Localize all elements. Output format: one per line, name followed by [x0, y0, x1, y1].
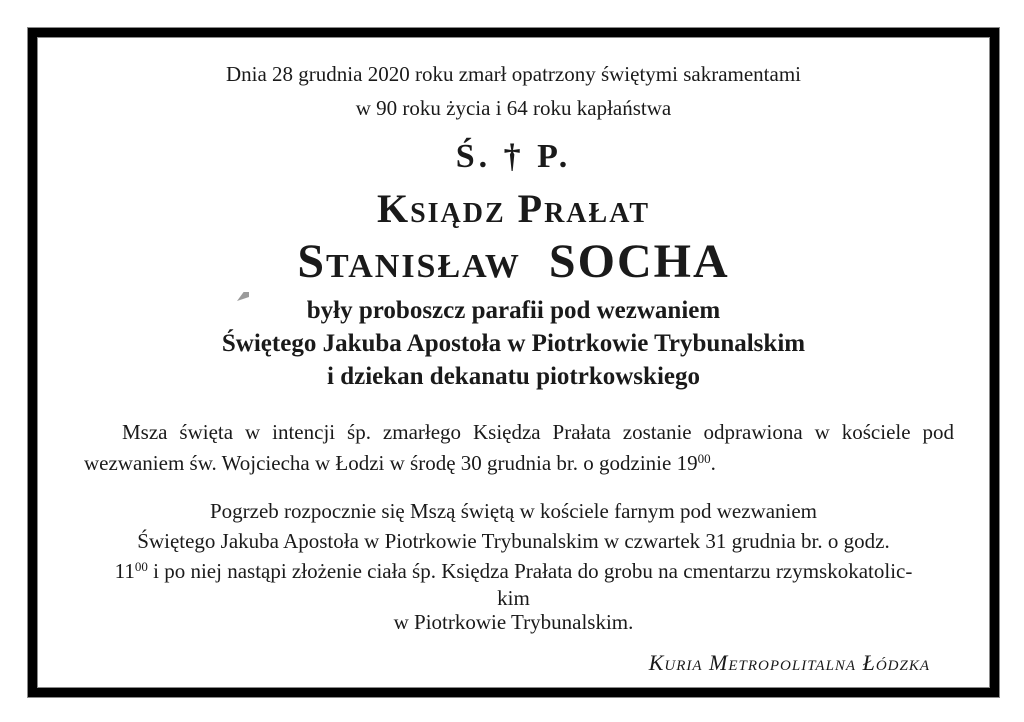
- obituary-frame: [28, 28, 999, 697]
- intro-line-1: Dnia 28 grudnia 2020 roku zmarł opatrzony świętymi sakramentami: [225, 62, 802, 86]
- funeral-line-4: kim: [497, 586, 530, 610]
- funeral-line-2: Świętego Jakuba Apostoła w Piotrkowie Trybunalskim w czwartek 31 grudnia br. o godz.: [137, 529, 890, 553]
- deceased-name: Stanisław SOCHA: [297, 235, 730, 288]
- mass-announcement-line-1: Msza święta w intencji śp. zmarłego Księdza Prałata zostanie odprawiona w kościele pod: [122, 420, 954, 444]
- curia-signature: Kuria Metropolitalna Łódzka: [648, 650, 930, 675]
- intro-block: [37, 57, 990, 125]
- role-line-2: Świętego Jakuba Apostoła w Piotrkowie Trybunalskim: [221, 330, 806, 357]
- memorial-abbreviation: Ś. † P.: [455, 138, 572, 175]
- funeral-line3-text: i po niej nastąpi złożenie ciała śp. Księdza Prałata do grobu na cmentarzu rzymskokatolic-: [147, 559, 913, 583]
- deceased-title: Ksiądz Prałat: [376, 186, 651, 231]
- funeral-line-1: Pogrzeb rozpocznie się Mszą świętą w kościele farnym pod wezwaniem: [209, 499, 818, 523]
- mass-announcement: [37, 417, 990, 479]
- funeral-time: 11: [114, 559, 135, 583]
- funeral-line-3: 1100 i po niej nastąpi złożenie ciała śp. Księdza Prałata do grobu na cmentarzu rzymskokatolic-: [114, 559, 913, 583]
- mass-line2-text: wezwaniem św. Wojciecha w Łodzi w środę 30 grudnia br. o godzinie 19: [84, 451, 698, 475]
- funeral-announcement: [37, 496, 990, 634]
- role-line-3: i dziekan dekanatu piotrkowskiego: [327, 363, 700, 390]
- role-line-1: były proboszcz parafii pod wezwaniem: [306, 297, 721, 324]
- intro-line-2: w 90 roku życia i 64 roku kapłaństwa: [355, 96, 672, 120]
- mass-announcement-line-2: wezwaniem św. Wojciecha w Łodzi w środę 30 grudnia br. o godzinie 1900.: [84, 451, 716, 475]
- role-block: [37, 294, 990, 393]
- mass-line2-period: .: [710, 451, 716, 475]
- obituary-content: [37, 37, 990, 688]
- funeral-line-5: w Piotrkowie Trybunalskim.: [393, 610, 634, 634]
